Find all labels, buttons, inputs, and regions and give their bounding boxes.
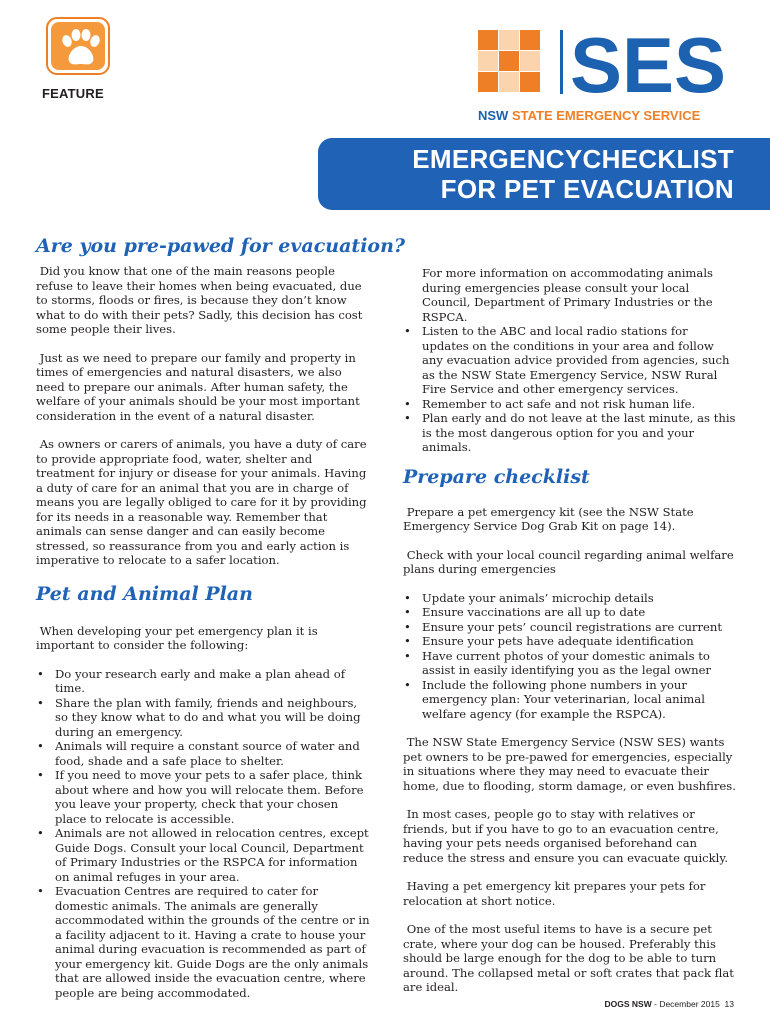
paragraph-continued: For more information on accommodating animals during emergencies please consult your local Council, Department of Primary Industries or the RSPCA. <box>422 266 713 324</box>
page-footer <box>605 999 734 1009</box>
checklist-bullet-list <box>403 591 738 722</box>
footer-publication: DOGS NSW <box>604 999 652 1009</box>
paw-icon <box>53 24 107 72</box>
ses-caption-nsw: NSW <box>478 108 509 123</box>
list-item: • If you need to move your pets to a safer place, think about where and how you will relocate them. Before you leave your property, check that your chosen place to relocate is accessible. <box>36 768 372 826</box>
paragraph-intro: Did you know that one of the main reasons people refuse to leave their homes when being evacuated, due to storms, floods or fires, is because they don’t know what to do with their pets? Sadly, this decision has cost some people their lives. <box>36 264 363 336</box>
ses-caption <box>478 108 700 123</box>
paragraph-duty-of-care: As owners or carers of animals, you have a duty of care to provide appropriate food, water, shelter and treatment for injury or disease for your animals. Having a duty of care for an animal that you are in charge of means you are legally obliged to care for it by providing for its needs in a reasonable way. Remember that animals can sense danger and can easily become stressed, so reassurance from you and early action is imperative to relocate to a safer location. <box>36 437 367 567</box>
heading-pet-animal-plan: Pet and Animal Plan <box>36 582 253 605</box>
paragraph-emergency-kit: Prepare a pet emergency kit (see the NSW State Emergency Service Dog Grab Kit on page 14). <box>403 504 694 533</box>
list-item: • Do your research early and make a plan ahead of time. <box>36 667 372 696</box>
paragraph-kit-relocation: Having a pet emergency kit prepares your pets for relocation at short notice. <box>403 879 706 908</box>
list-item: • Animals will require a constant source of water and food, shade and a safe place to shelter. <box>36 739 372 768</box>
title-line-2: FOR PET EVACUATION <box>440 174 734 204</box>
feature-paw-logo <box>46 17 110 75</box>
paragraph-evacuation-centre: In most cases, people go to stay with relatives or friends, but if you have to go to an evacuation centre, having your pets needs organised beforehand can reduce the stress and ensure you can evacuate quickly. <box>403 807 729 865</box>
list-item: • Include the following phone numbers in your emergency plan: Your veterinarian, local animal welfare agency (for example the RSPCA). <box>403 678 738 722</box>
title-banner <box>318 138 770 210</box>
title-line-1: EMERGENCYCHECKLIST <box>412 144 734 174</box>
footer-date: December 2015 <box>659 999 720 1009</box>
list-item: • Ensure vaccinations are all up to date <box>403 605 738 620</box>
list-item: • Have current photos of your domestic animals to assist in easily identifying you as the legal owner <box>403 649 738 678</box>
list-item: • Update your animals’ microchip details <box>403 591 738 606</box>
list-item: • Ensure your pets’ council registrations are current <box>403 620 738 635</box>
paragraph-prepare: Just as we need to prepare our family and property in times of emergencies and natural disasters, we also need to prepare our animals. After human safety, the welfare of your animals should be your most important consideration in the event of a natural disaster. <box>36 350 360 423</box>
ses-logo-text: SES <box>570 28 727 109</box>
paragraph-pet-crate: One of the most useful items to have is a secure pet crate, where your dog can be housed. Preferably this should be large enough for the dog to be able to turn around. The collapsed metal or soft crates that pack flat are ideal. <box>403 922 734 994</box>
paragraph-council: Check with your local council regarding animal welfare plans during emergencies <box>403 547 734 576</box>
page-number: 13 <box>724 999 734 1009</box>
paragraph-plan-intro: When developing your pet emergency plan it is important to consider the following: <box>36 623 318 652</box>
list-item: • Evacuation Centres are required to cater for domestic animals. The animals are generally accommodated within the grounds of the centre or in a facility adjacent to it. Having a crate to house your animal during evacuation is recommended as part of your emergency kit. Guide Dogs are the only animals that are allowed inside the evacuation centre, where people are being accommodated. <box>36 884 372 1000</box>
list-item: • Plan early and do not leave at the last minute, as this is the most dangerous option for you and your animals. <box>403 411 738 455</box>
feature-label: FEATURE <box>42 86 104 101</box>
list-item: • Remember to act safe and not risk human life. <box>403 397 738 412</box>
list-item: • Share the plan with family, friends and neighbours, so they know what to do and what you will be doing during an emergency. <box>36 696 372 740</box>
list-item: • Ensure your pets have adequate identification <box>403 634 738 649</box>
heading-prepare-checklist: Prepare checklist <box>403 465 590 488</box>
list-item: • Listen to the ABC and local radio stations for updates on the conditions in your area and follow any evacuation advice provided from agencies, such as the NSW State Emergency Service, NSW Rural Fire Service and other emergency services. <box>403 324 738 397</box>
right-column <box>403 266 738 995</box>
plan-bullet-list <box>36 667 372 1001</box>
footer-separator: - <box>651 999 660 1009</box>
heading-pre-pawed: Are you pre-pawed for evacuation? <box>36 235 406 257</box>
list-item: • Animals are not allowed in relocation centres, except Guide Dogs. Consult your local Council, Department of Primary Industries or the RSPCA for information on animal refuges in your area. <box>36 826 372 884</box>
paragraph-ses-pre-pawed: The NSW State Emergency Service (NSW SES) wants pet owners to be pre-pawed for emergencies, especially in situations where they may need to evacuate their home, due to flooding, storm damage, or even bushfires. <box>403 735 736 793</box>
left-column <box>36 264 372 1000</box>
advice-bullet-list <box>403 324 738 455</box>
ses-caption-name: STATE EMERGENCY SERVICE <box>511 108 701 123</box>
